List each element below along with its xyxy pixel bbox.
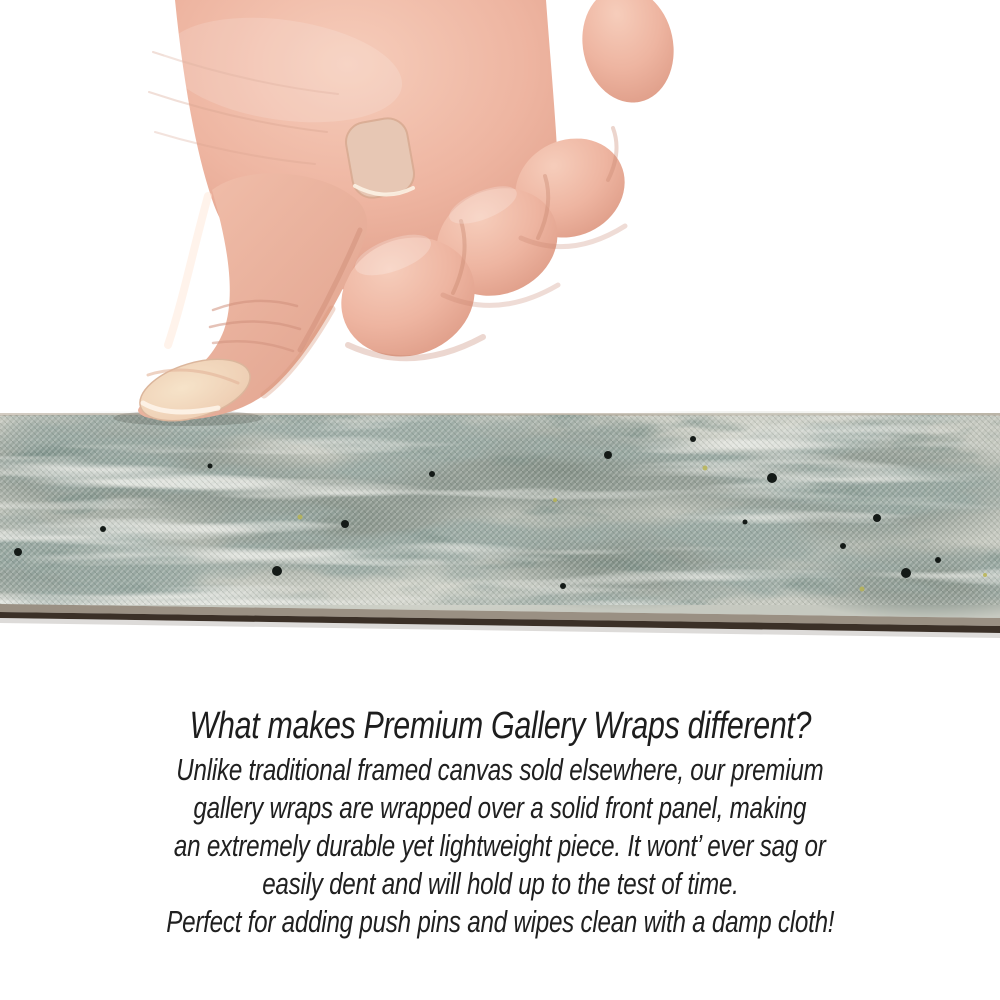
heading-text: What makes Premium Gallery Wraps different? (189, 705, 811, 747)
body-line: Unlike traditional framed canvas sold elsewhere, our premium (176, 752, 824, 787)
info-text-block (0, 702, 1000, 941)
body-line: easily dent and will hold up to the test of time. (261, 866, 739, 901)
canvas-weave (0, 415, 1000, 605)
body-paragraph (0, 751, 1000, 941)
body-line: Perfect for adding push pins and wipes clean with a damp cloth! (165, 904, 835, 939)
hand-image (113, 0, 683, 432)
body-line: gallery wraps are wrapped over a solid front panel, making (193, 790, 807, 825)
index-fingernail (343, 115, 417, 201)
body-line: an extremely durable yet lightweight piece. It wont’ ever sag or (174, 828, 826, 863)
heading (0, 702, 1000, 750)
pinky-knuckle (572, 0, 683, 111)
canvas-edge-image (0, 411, 1000, 646)
